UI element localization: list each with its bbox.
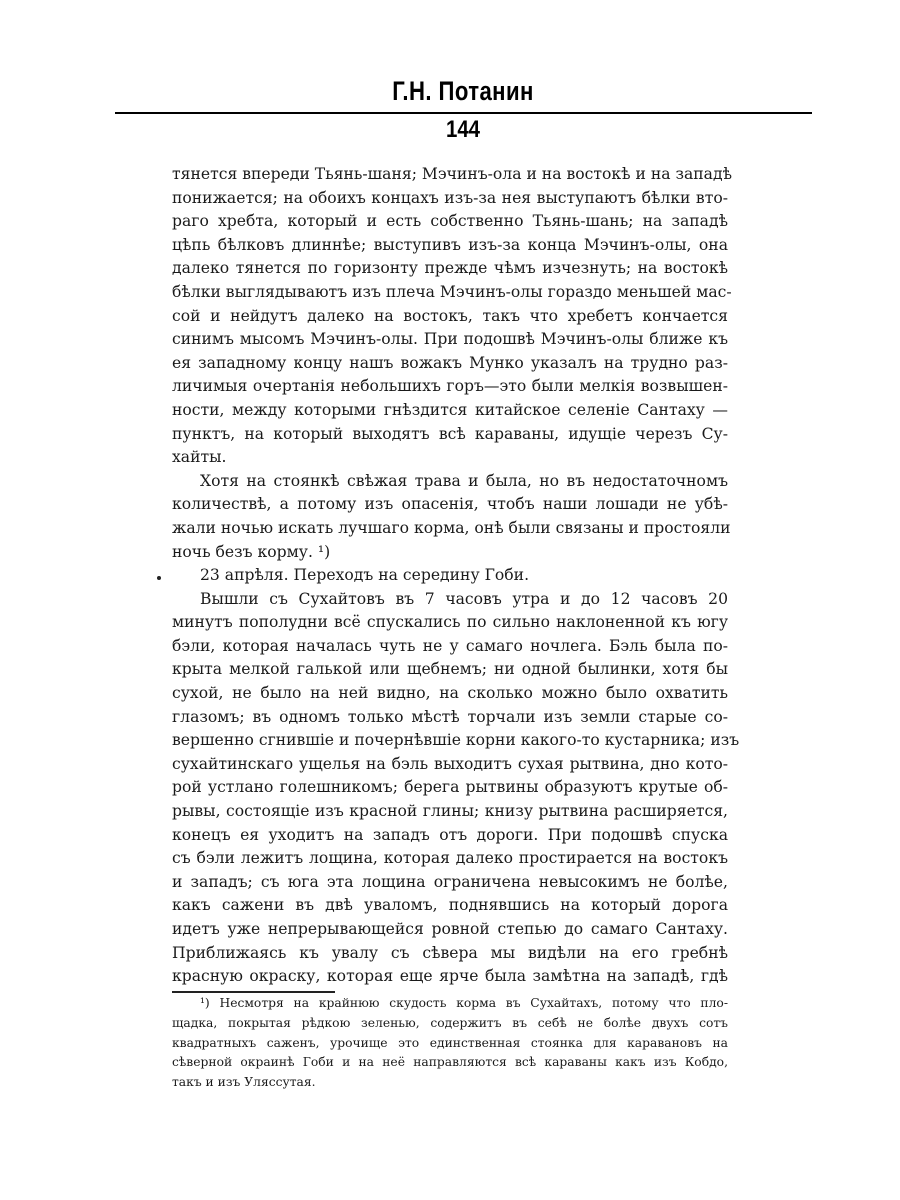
text-line: понижается; на обоихъ концахъ изъ-за нея выступаютъ бѣлки вто- <box>172 188 728 207</box>
text-line: количествѣ, а потому изъ опасенія, чтобъ наши лошади не убѣ- <box>172 495 728 514</box>
text-line: тянется впереди Тьянь-шаня; Мэчинъ-ола и на востокѣ и на западѣ <box>172 165 732 183</box>
text-line: хайты. <box>172 448 227 467</box>
text-line: далеко тянется по горизонту прежде чѣмъ изчезнуть; на востокѣ <box>172 259 728 278</box>
text-line: глазомъ; въ одномъ только мѣстѣ торчали изъ земли старые со- <box>172 707 728 726</box>
text-line: раго хребта, который и есть собственно Тьянь-шань; на западѣ <box>172 212 728 231</box>
text-line: идетъ уже непрерывающейся ровной степью до самаго Сантаху. <box>172 920 728 938</box>
text-line: Хотя на стоянкѣ свѣжая трава и была, но въ недостаточномъ <box>200 471 728 490</box>
footnote-rule <box>172 991 335 993</box>
body-text <box>172 163 740 989</box>
text-line: 23 апрѣля. Переходъ на середину Гоби. <box>200 566 530 585</box>
text-line: рывы, состоящіе изъ красной глины; книзу рытвина расширяется, <box>172 802 728 821</box>
text-line: крыта мелкой галькой или щебнемъ; ни одной былинки, хотя бы <box>172 660 728 679</box>
text-line: синимъ мысомъ Мэчинъ-олы. При подошвѣ Мэчинъ-олы ближе къ <box>172 330 728 349</box>
text-line: личимыя очертанія небольшихъ горъ—это были мелкія возвышен- <box>172 377 728 396</box>
text-line: и западъ; съ юга эта лощина ограничена невысокимъ не болѣе, <box>172 872 728 891</box>
margin-mark <box>157 576 161 580</box>
page-number: 144 <box>445 116 481 143</box>
footnote-line: сѣверной окраинѣ Гоби и на неё направляются всѣ караваны какъ изъ Кобдо, <box>172 1055 728 1070</box>
text-line: минутъ пополудни всё спускались по сильно наклоненной къ югу <box>172 613 728 632</box>
footnote-line: квадратныхъ саженъ, урочище это единственная стоянка для каравановъ на <box>172 1035 728 1050</box>
header-rule <box>115 112 812 114</box>
footnotes <box>172 994 728 1093</box>
text-line: конецъ ея уходитъ на западъ отъ дороги. При подошвѣ спуска <box>172 825 728 844</box>
text-line: красную окраску, которая еще ярче была замѣтна на западѣ, гдѣ <box>172 967 728 986</box>
footnote-line: ¹) Несмотря на крайнюю скудость корма въ Сухайтахъ, потому что пло- <box>200 996 728 1010</box>
text-line: ночь безъ корму. ¹) <box>172 542 331 561</box>
text-line: сухой, не было на ней видно, на сколько можно было охватить <box>172 684 728 703</box>
text-line: съ бэли лежитъ лощина, которая далеко простирается на востокъ <box>172 849 728 868</box>
footnote-line: щадка, покрытая рѣдкою зеленью, содержитъ въ себѣ не болѣе двухъ сотъ <box>172 1015 728 1030</box>
text-line: сухайтинскаго ущелья на бэль выходитъ сухая рытвина, дно кото- <box>172 754 728 773</box>
text-line: цѣпь бѣлковъ длиннѣе; выступивъ изъ-за конца Мэчинъ-олы, она <box>172 235 728 254</box>
text-line: Вышли съ Сухайтовъ въ 7 часовъ утра и до 12 часовъ 20 <box>200 589 728 608</box>
text-line: бѣлки выглядываютъ изъ плеча Мэчинъ-олы гораздо меньшей мас- <box>172 282 732 301</box>
text-line: жали ночью искать лучшаго корма, онѣ были связаны и простояли <box>172 518 731 537</box>
text-line: какъ сажени въ двѣ уваломъ, поднявшись на который дорога <box>172 896 728 915</box>
text-line: рой устлано голешникомъ; берега рытвины образуютъ крутые об- <box>172 778 728 797</box>
text-line: пунктъ, на который выходятъ всѣ караваны, идущіе черезъ Су- <box>172 424 728 443</box>
text-line: ности, между которыми гнѣздится китайское селеніе Сантаху — <box>172 400 728 419</box>
text-line: вершенно сгнившіе и почернѣвшіе корни какого-то кустарника; изъ <box>172 731 740 750</box>
text-line: ея западному концу нашъ вожакъ Мунко указалъ на трудно раз- <box>172 353 728 372</box>
text-line: сой и нейдутъ далеко на востокъ, такъ что хребетъ кончается <box>172 306 728 325</box>
footnote-line: такъ и изъ Улясcутая. <box>172 1075 316 1090</box>
running-title: Г.Н. Потанин <box>392 76 534 106</box>
text-line: Приближаясь къ увалу съ сѣвера мы видѣли на его гребнѣ <box>172 943 728 962</box>
text-line: бэли, которая началась чуть не у самаго ночлега. Бэль была по- <box>172 636 728 655</box>
